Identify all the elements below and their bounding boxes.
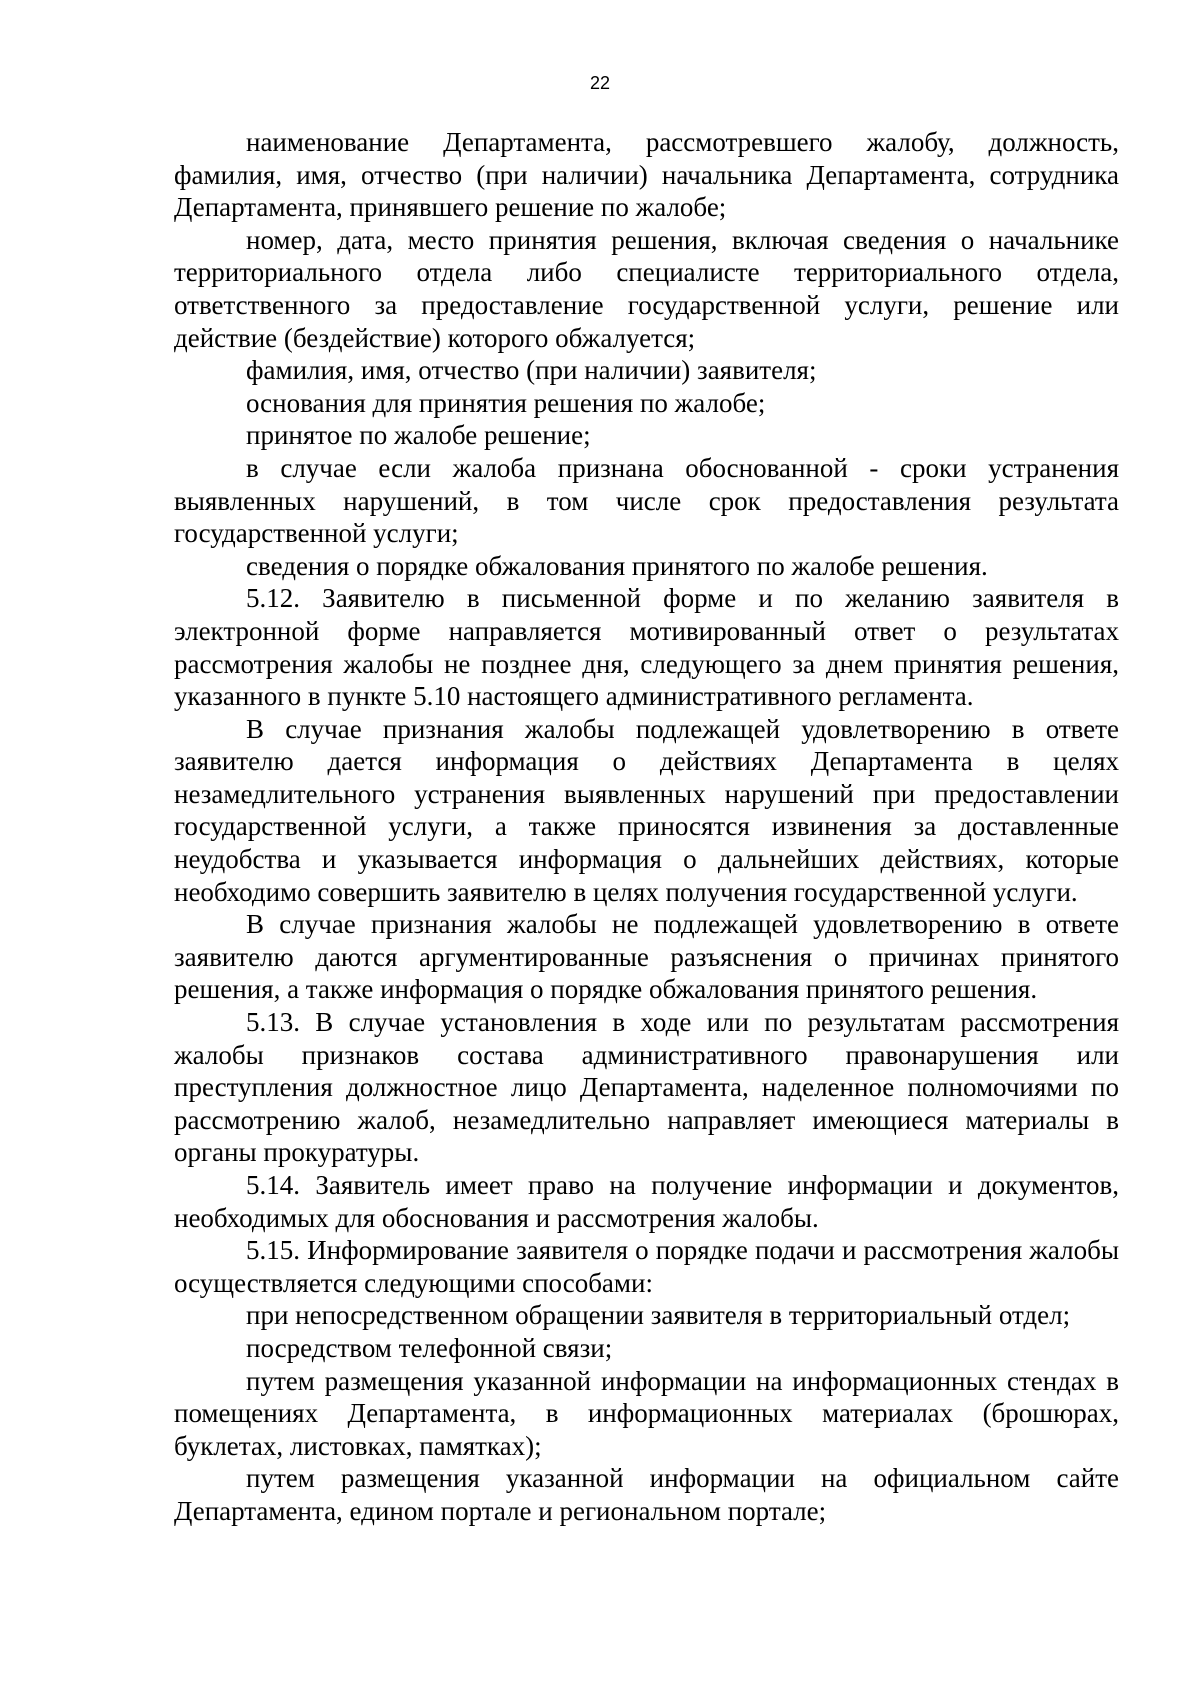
paragraph-8: 5.12. Заявителю в письменной форме и по желанию заявителя в электронной форме направляется мотивированный ответ о результатах рассмотрения жалобы не позднее дня, следующего за днем принятия решения, указанного в пункте 5.10 настоящего административного регламента. bbox=[174, 583, 1119, 712]
paragraph-7: сведения о порядке обжалования принятого по жалобе решения. bbox=[246, 550, 988, 581]
paragraph-1: наименование Департамента, рассмотревшего жалобу, должность, фамилия, имя, отчество (при наличии) начальника Департамента, сотрудника Департамента, принявшего решение по жалобе; bbox=[174, 127, 1119, 223]
paragraph-5: принятое по жалобе решение; bbox=[246, 420, 591, 451]
paragraph-9: В случае признания жалобы подлежащей удовлетворению в ответе заявителю дается информация о действиях Департамента в целях незамедлительного устранения выявленных нарушений при предоставлении государственной услуги, а также приносятся извинения за доставленные неудобства и указывается информация о дальнейших действиях, которые необходимо совершить заявителю в целях получения государственной услуги. bbox=[174, 713, 1119, 907]
document-body bbox=[174, 126, 1119, 1528]
paragraph-2: номер, дата, место принятия решения, включая сведения о начальнике территориального отдела либо специалисте территориального отдела, ответственного за предоставление государственной услуги, решение или действие (бездействие) которого обжалуется; bbox=[174, 224, 1119, 353]
paragraph-4: основания для принятия решения по жалобе; bbox=[246, 387, 766, 418]
paragraph-6: в случае если жалоба признана обоснованной - сроки устранения выявленных нарушений, в том числе срок предоставления результата государственной услуги; bbox=[174, 452, 1119, 549]
page-number: 22 bbox=[589, 73, 611, 93]
paragraph-11: 5.13. В случае установления в ходе или по результатам рассмотрения жалобы признаков состава административного правонарушения или преступления должностное лицо Департамента, наделенное полномочиями по рассмотрению жалоб, незамедлительно направляет имеющиеся материалы в органы прокуратуры. bbox=[174, 1007, 1119, 1168]
paragraph-3: фамилия, имя, отчество (при наличии) заявителя; bbox=[246, 355, 817, 386]
paragraph-10: В случае признания жалобы не подлежащей удовлетворению в ответе заявителю даются аргументированные разъяснения о причинах принятого решения, а также информация о порядке обжалования принятого решения. bbox=[174, 909, 1119, 1005]
paragraph-17: путем размещения указанной информации на официальном сайте Департамента, едином портале и региональном портале; bbox=[174, 1463, 1119, 1526]
paragraph-16: путем размещения указанной информации на информационных стендах в помещениях Департамента, в информационных материалах (брошюрах, буклетах, листовках, памятках); bbox=[174, 1365, 1119, 1461]
paragraph-15: посредством телефонной связи; bbox=[246, 1332, 613, 1363]
paragraph-12: 5.14. Заявитель имеет право на получение информации и документов, необходимых для обоснования и рассмотрения жалобы. bbox=[174, 1170, 1119, 1233]
paragraph-14: при непосредственном обращении заявителя в территориальный отдел; bbox=[246, 1300, 1071, 1331]
paragraph-13: 5.15. Информирование заявителя о порядке подачи и рассмотрения жалобы осуществляется следующими способами: bbox=[174, 1235, 1119, 1298]
